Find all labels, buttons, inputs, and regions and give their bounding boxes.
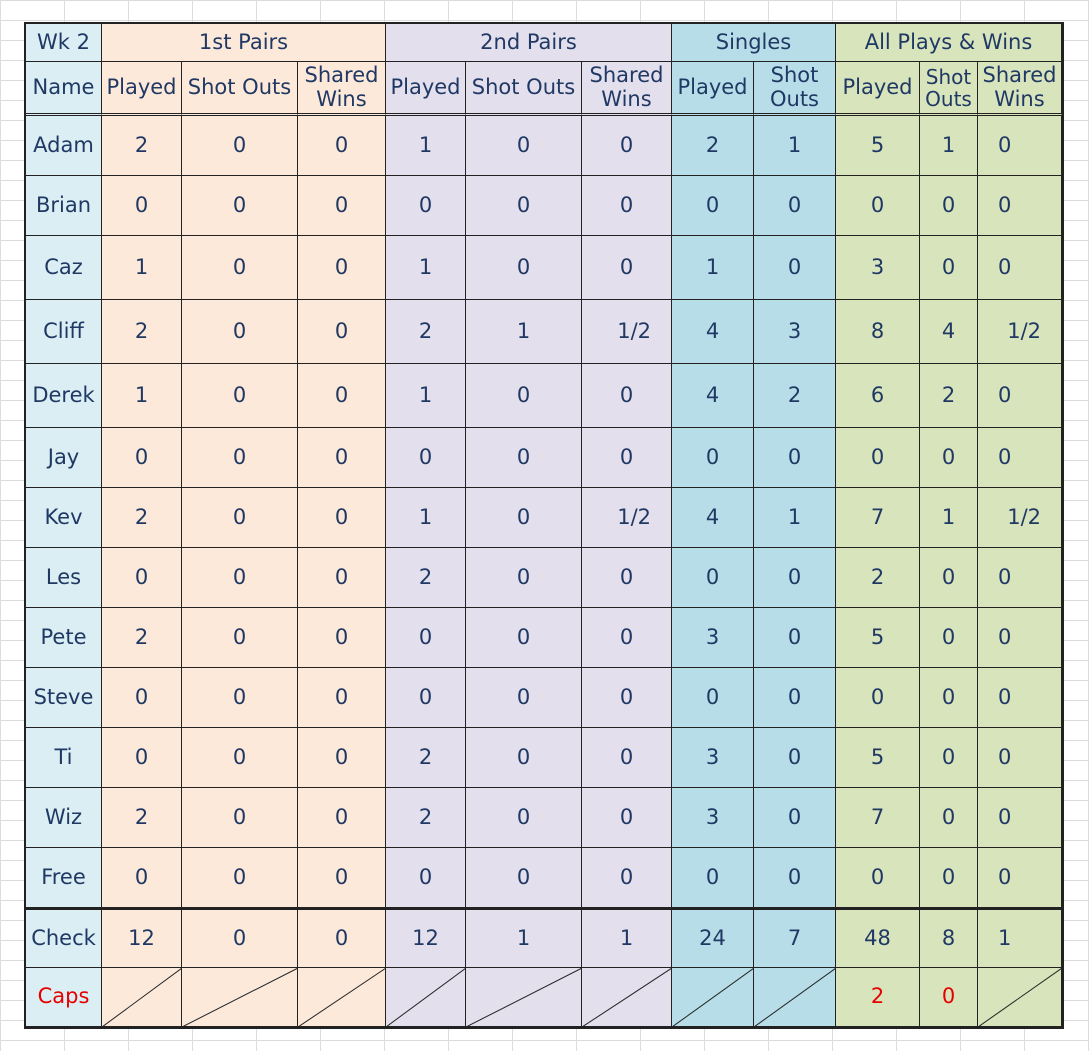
table-cell: 1/2: [582, 300, 672, 364]
table-cell: 5: [836, 728, 920, 788]
player-name: Derek: [26, 364, 102, 428]
table-cell: 0: [298, 788, 386, 848]
check-cell: 1: [582, 908, 672, 968]
group-header-0: 1st Pairs: [102, 24, 386, 62]
table-cell: 1: [102, 364, 182, 428]
table-cell: 0: [582, 668, 672, 728]
table-cell: 0: [466, 848, 582, 908]
table-cell: 0: [920, 668, 978, 728]
table-cell: 0: [582, 608, 672, 668]
player-name: Jay: [26, 428, 102, 488]
table-cell: 0: [182, 848, 298, 908]
table-cell: 0: [672, 548, 754, 608]
table-cell: 0: [386, 668, 466, 728]
table-cell: 0: [754, 428, 836, 488]
check-cell: 0: [182, 908, 298, 968]
table-cell: 0: [978, 608, 1062, 668]
table-cell: 2: [102, 116, 182, 176]
table-cell: 0: [466, 668, 582, 728]
table-cell: 0: [466, 236, 582, 300]
caps-cell: [386, 968, 466, 1027]
table-cell: 6: [836, 364, 920, 428]
table-cell: 0: [298, 668, 386, 728]
table-cell: 0: [978, 668, 1062, 728]
table-cell: 5: [836, 116, 920, 176]
diagonal-strike: [582, 968, 672, 1027]
table-cell: 0: [920, 428, 978, 488]
table-cell: 0: [582, 176, 672, 236]
table-cell: 0: [754, 728, 836, 788]
table-cell: 0: [582, 728, 672, 788]
table-cell: 0: [298, 608, 386, 668]
table-cell: 0: [754, 788, 836, 848]
table-cell: 0: [754, 548, 836, 608]
table-cell: 2: [836, 548, 920, 608]
table-cell: 2: [102, 788, 182, 848]
check-cell: 24: [672, 908, 754, 968]
table-cell: 0: [582, 236, 672, 300]
player-name: Steve: [26, 668, 102, 728]
table-cell: 0: [466, 116, 582, 176]
caps-cell: [466, 968, 582, 1027]
table-cell: 0: [978, 116, 1062, 176]
group-header-3: All Plays & Wins: [836, 24, 1062, 62]
table-cell: 0: [978, 236, 1062, 300]
table-cell: 2: [386, 728, 466, 788]
diagonal-strike: [754, 968, 836, 1027]
table-cell: 2: [386, 788, 466, 848]
table-cell: 3: [836, 236, 920, 300]
player-name: Kev: [26, 488, 102, 548]
player-name: Free: [26, 848, 102, 908]
table-cell: 0: [102, 176, 182, 236]
diagonal-strike: [102, 968, 182, 1027]
table-cell: 1/2: [978, 300, 1062, 364]
table-cell: 0: [466, 548, 582, 608]
table-cell: 1: [386, 236, 466, 300]
column-header: Shot Outs: [466, 62, 582, 116]
table-cell: 0: [582, 848, 672, 908]
column-header: Shot Outs: [754, 62, 836, 116]
table-cell: 0: [466, 428, 582, 488]
table-cell: 1: [754, 488, 836, 548]
table-cell: 0: [672, 848, 754, 908]
table-cell: 1: [920, 116, 978, 176]
table-cell: 0: [182, 428, 298, 488]
column-header: Name: [26, 62, 102, 116]
table-cell: 0: [672, 176, 754, 236]
diagonal-strike: [672, 968, 754, 1027]
table-cell: 0: [182, 176, 298, 236]
table-cell: 0: [102, 728, 182, 788]
table-cell: 0: [386, 608, 466, 668]
table-cell: 4: [672, 300, 754, 364]
scores-table: [24, 22, 1064, 1029]
table-cell: 0: [978, 176, 1062, 236]
player-name: Adam: [26, 116, 102, 176]
table-cell: 0: [386, 848, 466, 908]
table-cell: 0: [672, 428, 754, 488]
table-cell: 4: [920, 300, 978, 364]
column-header: Shared Wins: [978, 62, 1062, 116]
player-name: Caz: [26, 236, 102, 300]
column-header: Shot Outs: [920, 62, 978, 116]
table-cell: 7: [836, 788, 920, 848]
table-cell: 0: [754, 608, 836, 668]
column-header: Played: [672, 62, 754, 116]
table-cell: 2: [754, 364, 836, 428]
group-header-1: 2nd Pairs: [386, 24, 672, 62]
table-cell: 0: [298, 488, 386, 548]
player-name: Wiz: [26, 788, 102, 848]
table-cell: 1: [466, 300, 582, 364]
caps-cell: [582, 968, 672, 1027]
table-cell: 0: [182, 116, 298, 176]
table-cell: 0: [298, 300, 386, 364]
table-cell: 8: [836, 300, 920, 364]
table-cell: 0: [978, 788, 1062, 848]
check-cell: 12: [386, 908, 466, 968]
table-cell: 0: [466, 176, 582, 236]
table-cell: 0: [386, 428, 466, 488]
table-cell: 0: [466, 364, 582, 428]
column-header: Played: [102, 62, 182, 116]
table-cell: 0: [298, 364, 386, 428]
table-cell: 0: [466, 488, 582, 548]
table-cell: 2: [102, 488, 182, 548]
table-cell: 0: [182, 236, 298, 300]
caps-cell: [672, 968, 754, 1027]
table-cell: 1: [386, 116, 466, 176]
table-cell: 0: [920, 788, 978, 848]
check-cell: 48: [836, 908, 920, 968]
table-cell: 0: [182, 788, 298, 848]
table-cell: 0: [978, 728, 1062, 788]
diagonal-strike: [466, 968, 582, 1027]
week-label: Wk 2: [26, 24, 102, 62]
caps-cell: [182, 968, 298, 1027]
table-cell: 4: [672, 364, 754, 428]
table-cell: 0: [920, 236, 978, 300]
column-header: Played: [836, 62, 920, 116]
table-cell: 5: [836, 608, 920, 668]
table-cell: 0: [386, 176, 466, 236]
caps-cell: [978, 968, 1062, 1027]
table-cell: 0: [920, 608, 978, 668]
caps-cell: [754, 968, 836, 1027]
table-cell: 0: [298, 236, 386, 300]
table-cell: 0: [298, 428, 386, 488]
check-label: Check: [26, 908, 102, 968]
player-name: Brian: [26, 176, 102, 236]
table-cell: 0: [754, 668, 836, 728]
table-cell: 0: [920, 848, 978, 908]
player-name: Ti: [26, 728, 102, 788]
table-cell: 0: [182, 668, 298, 728]
table-cell: 0: [754, 236, 836, 300]
table-cell: 0: [298, 548, 386, 608]
diagonal-strike: [978, 968, 1062, 1027]
table-cell: 0: [466, 608, 582, 668]
table-cell: 1: [386, 488, 466, 548]
player-name: Cliff: [26, 300, 102, 364]
table-cell: 0: [102, 668, 182, 728]
table-cell: 3: [754, 300, 836, 364]
table-cell: 0: [978, 848, 1062, 908]
table-cell: 0: [298, 728, 386, 788]
table-cell: 0: [102, 848, 182, 908]
player-name: Pete: [26, 608, 102, 668]
column-header: Shared Wins: [582, 62, 672, 116]
table-cell: 0: [754, 176, 836, 236]
table-cell: 1: [386, 364, 466, 428]
table-cell: 1: [754, 116, 836, 176]
table-cell: 1/2: [978, 488, 1062, 548]
table-cell: 0: [836, 668, 920, 728]
table-cell: 1: [672, 236, 754, 300]
table-cell: 2: [386, 548, 466, 608]
check-cell: 12: [102, 908, 182, 968]
table-cell: 0: [920, 176, 978, 236]
table-cell: 0: [182, 728, 298, 788]
check-cell: 8: [920, 908, 978, 968]
table-cell: 0: [182, 364, 298, 428]
table-cell: 0: [582, 116, 672, 176]
table-cell: 1/2: [582, 488, 672, 548]
table-cell: 0: [102, 548, 182, 608]
table-cell: 0: [836, 176, 920, 236]
table-cell: 7: [836, 488, 920, 548]
table-cell: 0: [466, 788, 582, 848]
table-cell: 2: [672, 116, 754, 176]
check-cell: 1: [978, 908, 1062, 968]
table-cell: 0: [298, 848, 386, 908]
table-cell: 0: [582, 428, 672, 488]
diagonal-strike: [298, 968, 386, 1027]
table-cell: 0: [466, 728, 582, 788]
diagonal-strike: [182, 968, 298, 1027]
table-cell: 0: [182, 300, 298, 364]
caps-cell: 2: [836, 968, 920, 1027]
table-cell: 4: [672, 488, 754, 548]
caps-cell: 0: [920, 968, 978, 1027]
table-cell: 0: [978, 548, 1062, 608]
table-cell: 0: [754, 848, 836, 908]
column-header: Shared Wins: [298, 62, 386, 116]
check-cell: 0: [298, 908, 386, 968]
table-cell: 0: [298, 176, 386, 236]
table-cell: 0: [298, 116, 386, 176]
caps-cell: [102, 968, 182, 1027]
table-cell: 2: [386, 300, 466, 364]
table-cell: 0: [182, 488, 298, 548]
table-cell: 3: [672, 788, 754, 848]
check-cell: 7: [754, 908, 836, 968]
table-cell: 0: [182, 548, 298, 608]
table-cell: 0: [672, 668, 754, 728]
table-cell: 1: [102, 236, 182, 300]
table-cell: 0: [836, 428, 920, 488]
caps-label: Caps: [26, 968, 102, 1027]
diagonal-strike: [386, 968, 466, 1027]
caps-cell: [298, 968, 386, 1027]
table-cell: 2: [920, 364, 978, 428]
table-cell: 0: [836, 848, 920, 908]
table-cell: 0: [978, 364, 1062, 428]
check-cell: 1: [466, 908, 582, 968]
table-cell: 0: [920, 728, 978, 788]
table-cell: 0: [182, 608, 298, 668]
table-cell: 0: [978, 428, 1062, 488]
column-header: Played: [386, 62, 466, 116]
table-cell: 2: [102, 300, 182, 364]
column-header: Shot Outs: [182, 62, 298, 116]
table-cell: 0: [920, 548, 978, 608]
player-name: Les: [26, 548, 102, 608]
table-cell: 2: [102, 608, 182, 668]
group-header-2: Singles: [672, 24, 836, 62]
table-cell: 1: [920, 488, 978, 548]
table-cell: 3: [672, 608, 754, 668]
table-cell: 0: [582, 364, 672, 428]
table-cell: 0: [582, 788, 672, 848]
table-cell: 0: [582, 548, 672, 608]
table-cell: 0: [102, 428, 182, 488]
table-cell: 3: [672, 728, 754, 788]
